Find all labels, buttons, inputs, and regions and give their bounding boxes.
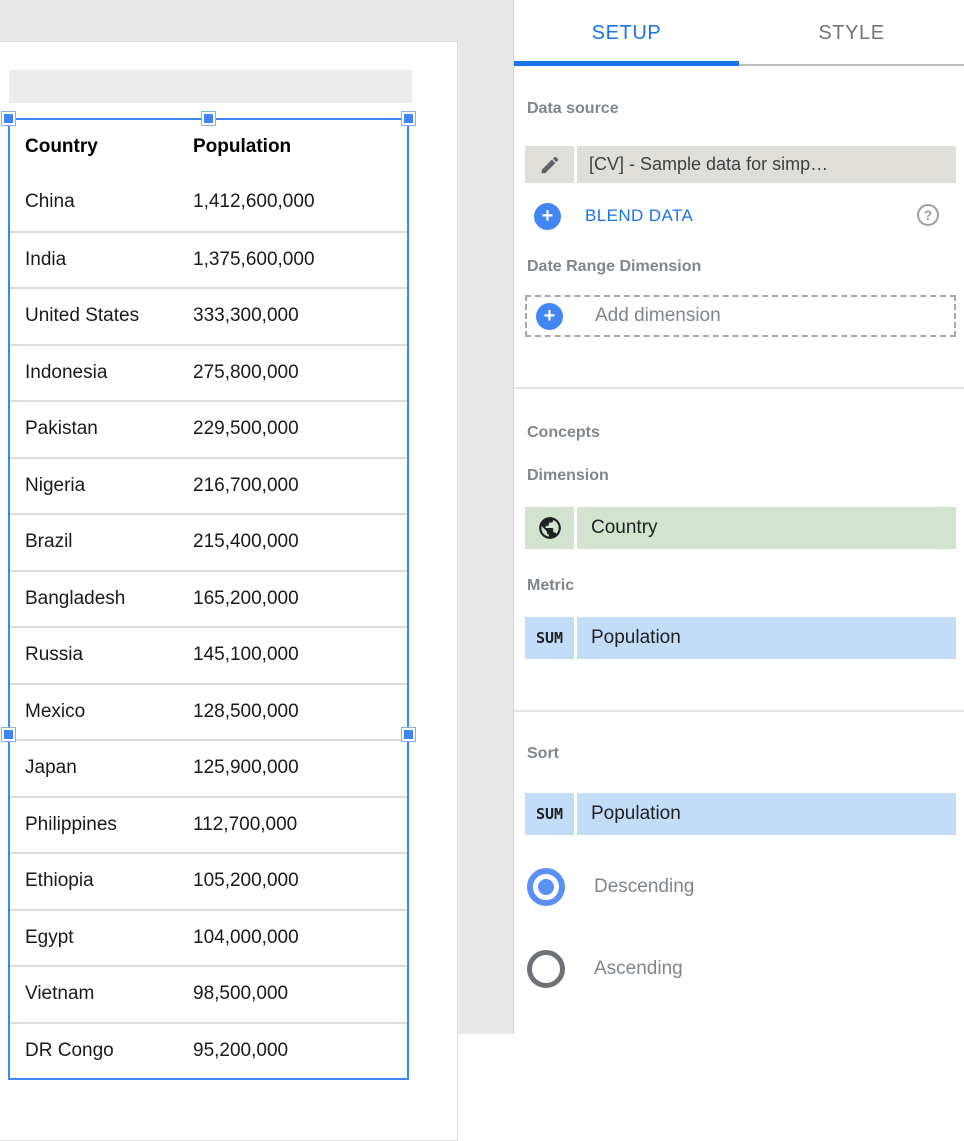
- active-tab-underline: [514, 61, 739, 66]
- cell-population: 98,500,000: [193, 983, 289, 1005]
- cell-population: 275,800,000: [193, 361, 299, 383]
- dimension-label: Dimension: [527, 467, 609, 484]
- cell-country: United States: [25, 305, 140, 327]
- metric-chip-population[interactable]: [525, 617, 956, 659]
- cell-country: India: [25, 248, 67, 270]
- sort-chip-label: Population: [577, 793, 956, 835]
- cell-country: Pakistan: [25, 418, 98, 440]
- table-row: [10, 174, 407, 231]
- dimension-chip-country[interactable]: [525, 507, 956, 549]
- table-row: [10, 852, 407, 909]
- sum-badge: SUM: [525, 617, 574, 659]
- cell-country: Ethiopia: [25, 870, 94, 892]
- cell-population: 112,700,000: [193, 813, 298, 835]
- table-row: [10, 457, 407, 514]
- add-dimension-plus-icon[interactable]: +: [536, 303, 563, 330]
- cell-population: 125,900,000: [193, 757, 299, 779]
- table-row: [10, 570, 407, 627]
- table-row: [10, 1022, 407, 1079]
- table-row: [10, 683, 407, 740]
- blend-data-button[interactable]: BLEND DATA: [585, 206, 694, 225]
- section-divider: [514, 387, 964, 389]
- cell-country: Russia: [25, 644, 84, 666]
- section-divider: [514, 710, 964, 712]
- cell-country: Philippines: [25, 813, 117, 835]
- cell-population: 105,200,000: [193, 870, 299, 892]
- resize-handle-top-center[interactable]: [202, 112, 215, 125]
- cell-country: Nigeria: [25, 474, 86, 496]
- cell-country: China: [25, 191, 75, 213]
- ascending-label: Ascending: [594, 958, 683, 979]
- table-row: [10, 796, 407, 853]
- radio-unselected-icon[interactable]: [527, 950, 565, 988]
- data-source-label: Data source: [527, 100, 619, 117]
- concepts-label: Concepts: [527, 424, 600, 441]
- cell-population: 104,000,000: [193, 926, 299, 948]
- tab-bar-divider: [739, 64, 964, 66]
- cell-population: 229,500,000: [193, 418, 299, 440]
- cell-population: 95,200,000: [193, 1039, 289, 1061]
- metric-chip-label: Population: [577, 617, 956, 659]
- cell-population: 216,700,000: [193, 474, 299, 496]
- data-source-value[interactable]: [CV] - Sample data for simp…: [577, 146, 956, 183]
- date-range-dimension-label: Date Range Dimension: [527, 258, 702, 275]
- blend-data-row: [534, 202, 956, 230]
- sort-descending-option[interactable]: [527, 866, 694, 908]
- cell-population: 128,500,000: [193, 700, 299, 722]
- sort-label: Sort: [527, 745, 559, 762]
- cell-population: 1,412,600,000: [193, 191, 315, 213]
- globe-icon: [525, 507, 574, 549]
- table-row: [10, 965, 407, 1022]
- cell-country: Egypt: [25, 926, 74, 948]
- properties-panel: [513, 0, 964, 1034]
- cell-country: Bangladesh: [25, 587, 126, 609]
- column-header-population: Population: [193, 136, 292, 157]
- cell-population: 1,375,600,000: [193, 248, 315, 270]
- cell-country: Brazil: [25, 531, 73, 553]
- table-row: [10, 739, 407, 796]
- table-row: [10, 231, 407, 288]
- cell-country: Japan: [25, 757, 77, 779]
- report-canvas[interactable]: [0, 0, 513, 1061]
- table-chart-widget[interactable]: [8, 118, 409, 1080]
- help-icon[interactable]: ?: [917, 204, 939, 226]
- column-header-country: Country: [25, 136, 98, 157]
- radio-selected-icon[interactable]: [527, 868, 565, 906]
- cell-country: Mexico: [25, 700, 86, 722]
- resize-handle-top-left[interactable]: [2, 112, 15, 125]
- blend-plus-icon[interactable]: +: [534, 203, 561, 230]
- edit-data-source-button[interactable]: [525, 146, 574, 183]
- table-row: [10, 909, 407, 966]
- table-row: [10, 626, 407, 683]
- resize-handle-mid-right[interactable]: [402, 728, 415, 741]
- table-row: [10, 287, 407, 344]
- table-header-row: [10, 120, 407, 174]
- add-dimension-dropzone[interactable]: [525, 295, 956, 337]
- table-row: [10, 344, 407, 401]
- page-header-placeholder: [9, 70, 412, 103]
- pencil-icon: [539, 154, 561, 176]
- table-row: [10, 513, 407, 570]
- sort-ascending-option[interactable]: [527, 948, 683, 990]
- metric-label: Metric: [527, 577, 575, 594]
- panel-tab-bar: [514, 0, 964, 66]
- cell-country: Vietnam: [25, 983, 95, 1005]
- cell-population: 333,300,000: [193, 305, 299, 327]
- cell-country: Indonesia: [25, 361, 108, 383]
- descending-label: Descending: [594, 876, 695, 897]
- resize-handle-mid-left[interactable]: [2, 728, 15, 741]
- sum-badge: SUM: [525, 793, 574, 835]
- table-row: [10, 400, 407, 457]
- dimension-chip-label: Country: [577, 507, 956, 549]
- sort-field-chip[interactable]: [525, 793, 956, 835]
- cell-population: 145,100,000: [193, 644, 299, 666]
- data-source-field-row: [525, 146, 956, 183]
- tab-style[interactable]: STYLE: [818, 21, 885, 44]
- cell-population: 215,400,000: [193, 531, 299, 553]
- table-body: [10, 174, 407, 1078]
- cell-country: DR Congo: [25, 1039, 114, 1061]
- add-dimension-label: Add dimension: [595, 305, 721, 326]
- tab-setup[interactable]: SETUP: [591, 21, 662, 44]
- resize-handle-top-right[interactable]: [402, 112, 415, 125]
- cell-population: 165,200,000: [193, 587, 299, 609]
